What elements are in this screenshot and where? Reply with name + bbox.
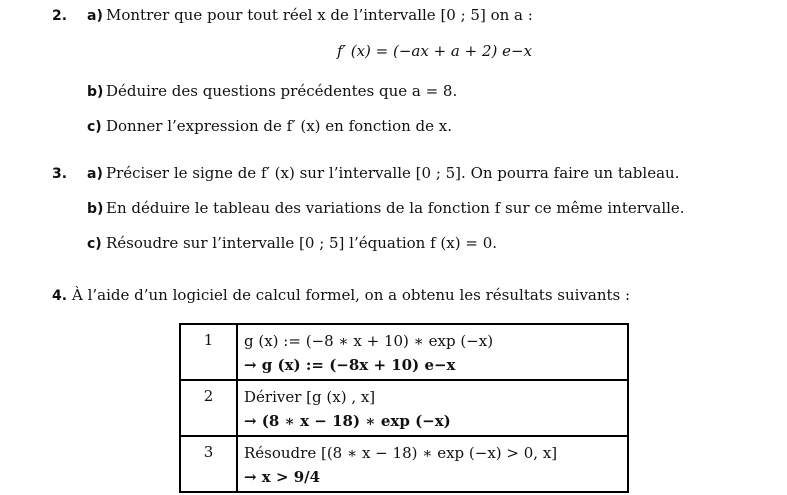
row-index: 1 (180, 324, 237, 380)
q2c-label: c) (87, 119, 102, 135)
row-index: 2 (180, 380, 237, 436)
cas-input: Résoudre [(8 ∗ x − 18) ∗ exp (−x) > 0, x] (244, 444, 558, 462)
q2a-label: a) (87, 8, 103, 24)
derivative-formula: f′ (x) = (−ax + a + 2) e−x (337, 42, 533, 60)
q3a-text: Préciser le signe de f′ (x) sur l’intervalle [0 ; 5]. On pourra faire un tableau. (106, 164, 680, 182)
q4-text: À l’aide d’un logiciel de calcul formel, on a obtenu les résultats suivants : (72, 286, 631, 304)
row-content (237, 436, 628, 492)
q3b-text: En déduire le tableau des variations de la fonction f sur ce même intervalle. (106, 199, 685, 217)
row-index: 3 (180, 436, 237, 492)
cas-output: → g (x) := (−8x + 10) e−x (244, 356, 456, 374)
table-row (180, 324, 628, 380)
q3c-label: c) (87, 236, 102, 252)
q2c-text: Donner l’expression de f′ (x) en fonction de x. (106, 117, 453, 135)
cas-results-table (179, 323, 629, 493)
question-3-number: 3. (52, 166, 68, 182)
question-4-number: 4. (52, 288, 68, 304)
q2b-label: b) (87, 84, 104, 100)
q3c-text: Résoudre sur l’intervalle [0 ; 5] l’équation f (x) = 0. (106, 234, 498, 252)
q2a-text: Montrer que pour tout réel x de l’intervalle [0 ; 5] on a : (106, 6, 533, 24)
row-content (237, 380, 628, 436)
q3b-label: b) (87, 201, 104, 217)
cas-input: g (x) := (−8 ∗ x + 10) ∗ exp (−x) (244, 332, 494, 350)
question-2-number: 2. (52, 8, 68, 24)
cas-input: Dériver [g (x) , x] (244, 388, 376, 406)
cas-output: → (8 ∗ x − 18) ∗ exp (−x) (244, 412, 451, 430)
table-row (180, 380, 628, 436)
cas-output: → x > 9/4 (244, 468, 321, 486)
row-content (237, 324, 628, 380)
q3a-label: a) (87, 166, 103, 182)
table-row (180, 436, 628, 492)
q2b-text: Déduire des questions précédentes que a = 8. (106, 82, 458, 100)
